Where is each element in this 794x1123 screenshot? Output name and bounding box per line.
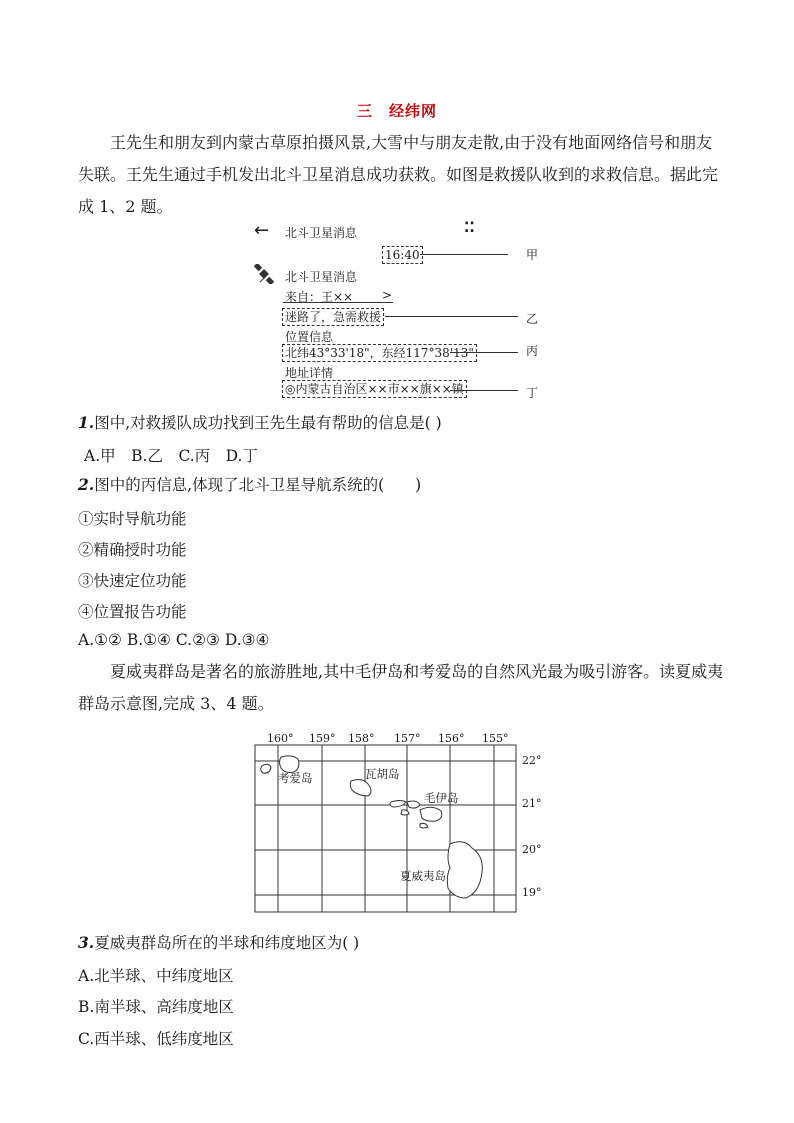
more-icon: ⁚⁚ xyxy=(464,220,475,236)
intro-paragraph-2: 夏威夷群岛是著名的旅游胜地,其中毛伊岛和考爱岛的自然风光最为吸引游客。读夏威夷群岛示意图,完成 3、4 题。 xyxy=(78,662,724,713)
question-1: 1.图中,对救援队成功找到王先生最有帮助的信息是( ) xyxy=(78,413,442,432)
phone-header: 北斗卫星消息 xyxy=(285,226,358,240)
q2-item-4: ④位置报告功能 xyxy=(78,603,187,621)
island-label-kauai: 考爱岛 xyxy=(278,771,313,785)
maui-west xyxy=(407,801,420,808)
kahoolawe-island xyxy=(420,823,428,828)
address-label: 地址详情 xyxy=(285,366,334,380)
q3-option-c: C.西半球、低纬度地区 xyxy=(78,1030,234,1048)
lon-label: 158° xyxy=(348,732,375,745)
sender-title: 北斗卫星消息 xyxy=(285,270,358,284)
position-box: 北纬43°33'18"，东经117°38'13" xyxy=(282,344,477,362)
lat-label: 20° xyxy=(522,843,542,856)
message-box: 迷路了，急需救援 xyxy=(282,308,384,326)
q2-item-3: ③快速定位功能 xyxy=(78,572,187,590)
island-label-maui: 毛伊岛 xyxy=(424,791,459,805)
sender-from: 来自：王×× xyxy=(285,290,354,304)
q1-options: A.甲 B.乙 C.丙 D.丁 xyxy=(84,447,258,465)
time-box: 16:40 xyxy=(382,246,423,264)
intro-paragraph-1: 王先生和朋友到内蒙古草原拍摄风景,大雪中与朋友走散,由于没有地面网络信号和朋友失联。王先生通过手机发出北斗卫星消息成功获救。如图是救援队收到的求救信息。据此完成 1、2 题。 xyxy=(78,133,719,216)
mark-yi: 乙 xyxy=(526,312,539,326)
question-2: 2.图中的丙信息,体现了北斗卫星导航系统的( ) xyxy=(78,475,422,494)
mark-bing: 丙 xyxy=(526,344,539,358)
niihau-island xyxy=(261,764,271,773)
lanai-island xyxy=(401,810,409,815)
lon-label: 156° xyxy=(438,732,465,745)
chevron-right-icon: > xyxy=(382,288,393,302)
beidou-message-figure xyxy=(250,218,550,408)
lon-label: 160° xyxy=(267,732,294,745)
satellite-icon xyxy=(254,264,274,284)
mark-jia: 甲 xyxy=(526,248,539,262)
address-box: ◎内蒙古自治区××市××旗××镇 xyxy=(282,380,467,398)
mark-ding: 丁 xyxy=(526,386,539,400)
q2-item-1: ①实时导航功能 xyxy=(78,510,187,528)
q3-option-b: B.南半球、高纬度地区 xyxy=(78,998,234,1016)
back-arrow-icon: ← xyxy=(254,220,270,241)
lon-label: 155° xyxy=(482,732,509,745)
island-label-hawaii: 夏威夷岛 xyxy=(400,869,446,883)
island-label-oahu: 瓦胡岛 xyxy=(365,767,400,781)
page-title: 三 经纬网 xyxy=(356,102,437,120)
q3-option-a: A.北半球、中纬度地区 xyxy=(78,967,234,985)
lon-label: 159° xyxy=(309,732,336,745)
oahu-island xyxy=(350,780,371,796)
maui-island xyxy=(420,807,442,821)
q2-options: A.①② B.①④ C.②③ D.③④ xyxy=(78,631,270,649)
q2-item-2: ②精确授时功能 xyxy=(78,541,187,559)
lat-label: 19° xyxy=(522,886,542,899)
lon-label: 157° xyxy=(394,732,421,745)
question-3: 3.夏威夷群岛所在的半球和纬度地区为( ) xyxy=(78,933,360,952)
lat-label: 21° xyxy=(522,797,542,810)
hawaii-map xyxy=(254,730,554,920)
molokai-island xyxy=(390,801,406,808)
lat-label: 22° xyxy=(522,754,542,767)
position-label: 位置信息 xyxy=(285,330,334,344)
